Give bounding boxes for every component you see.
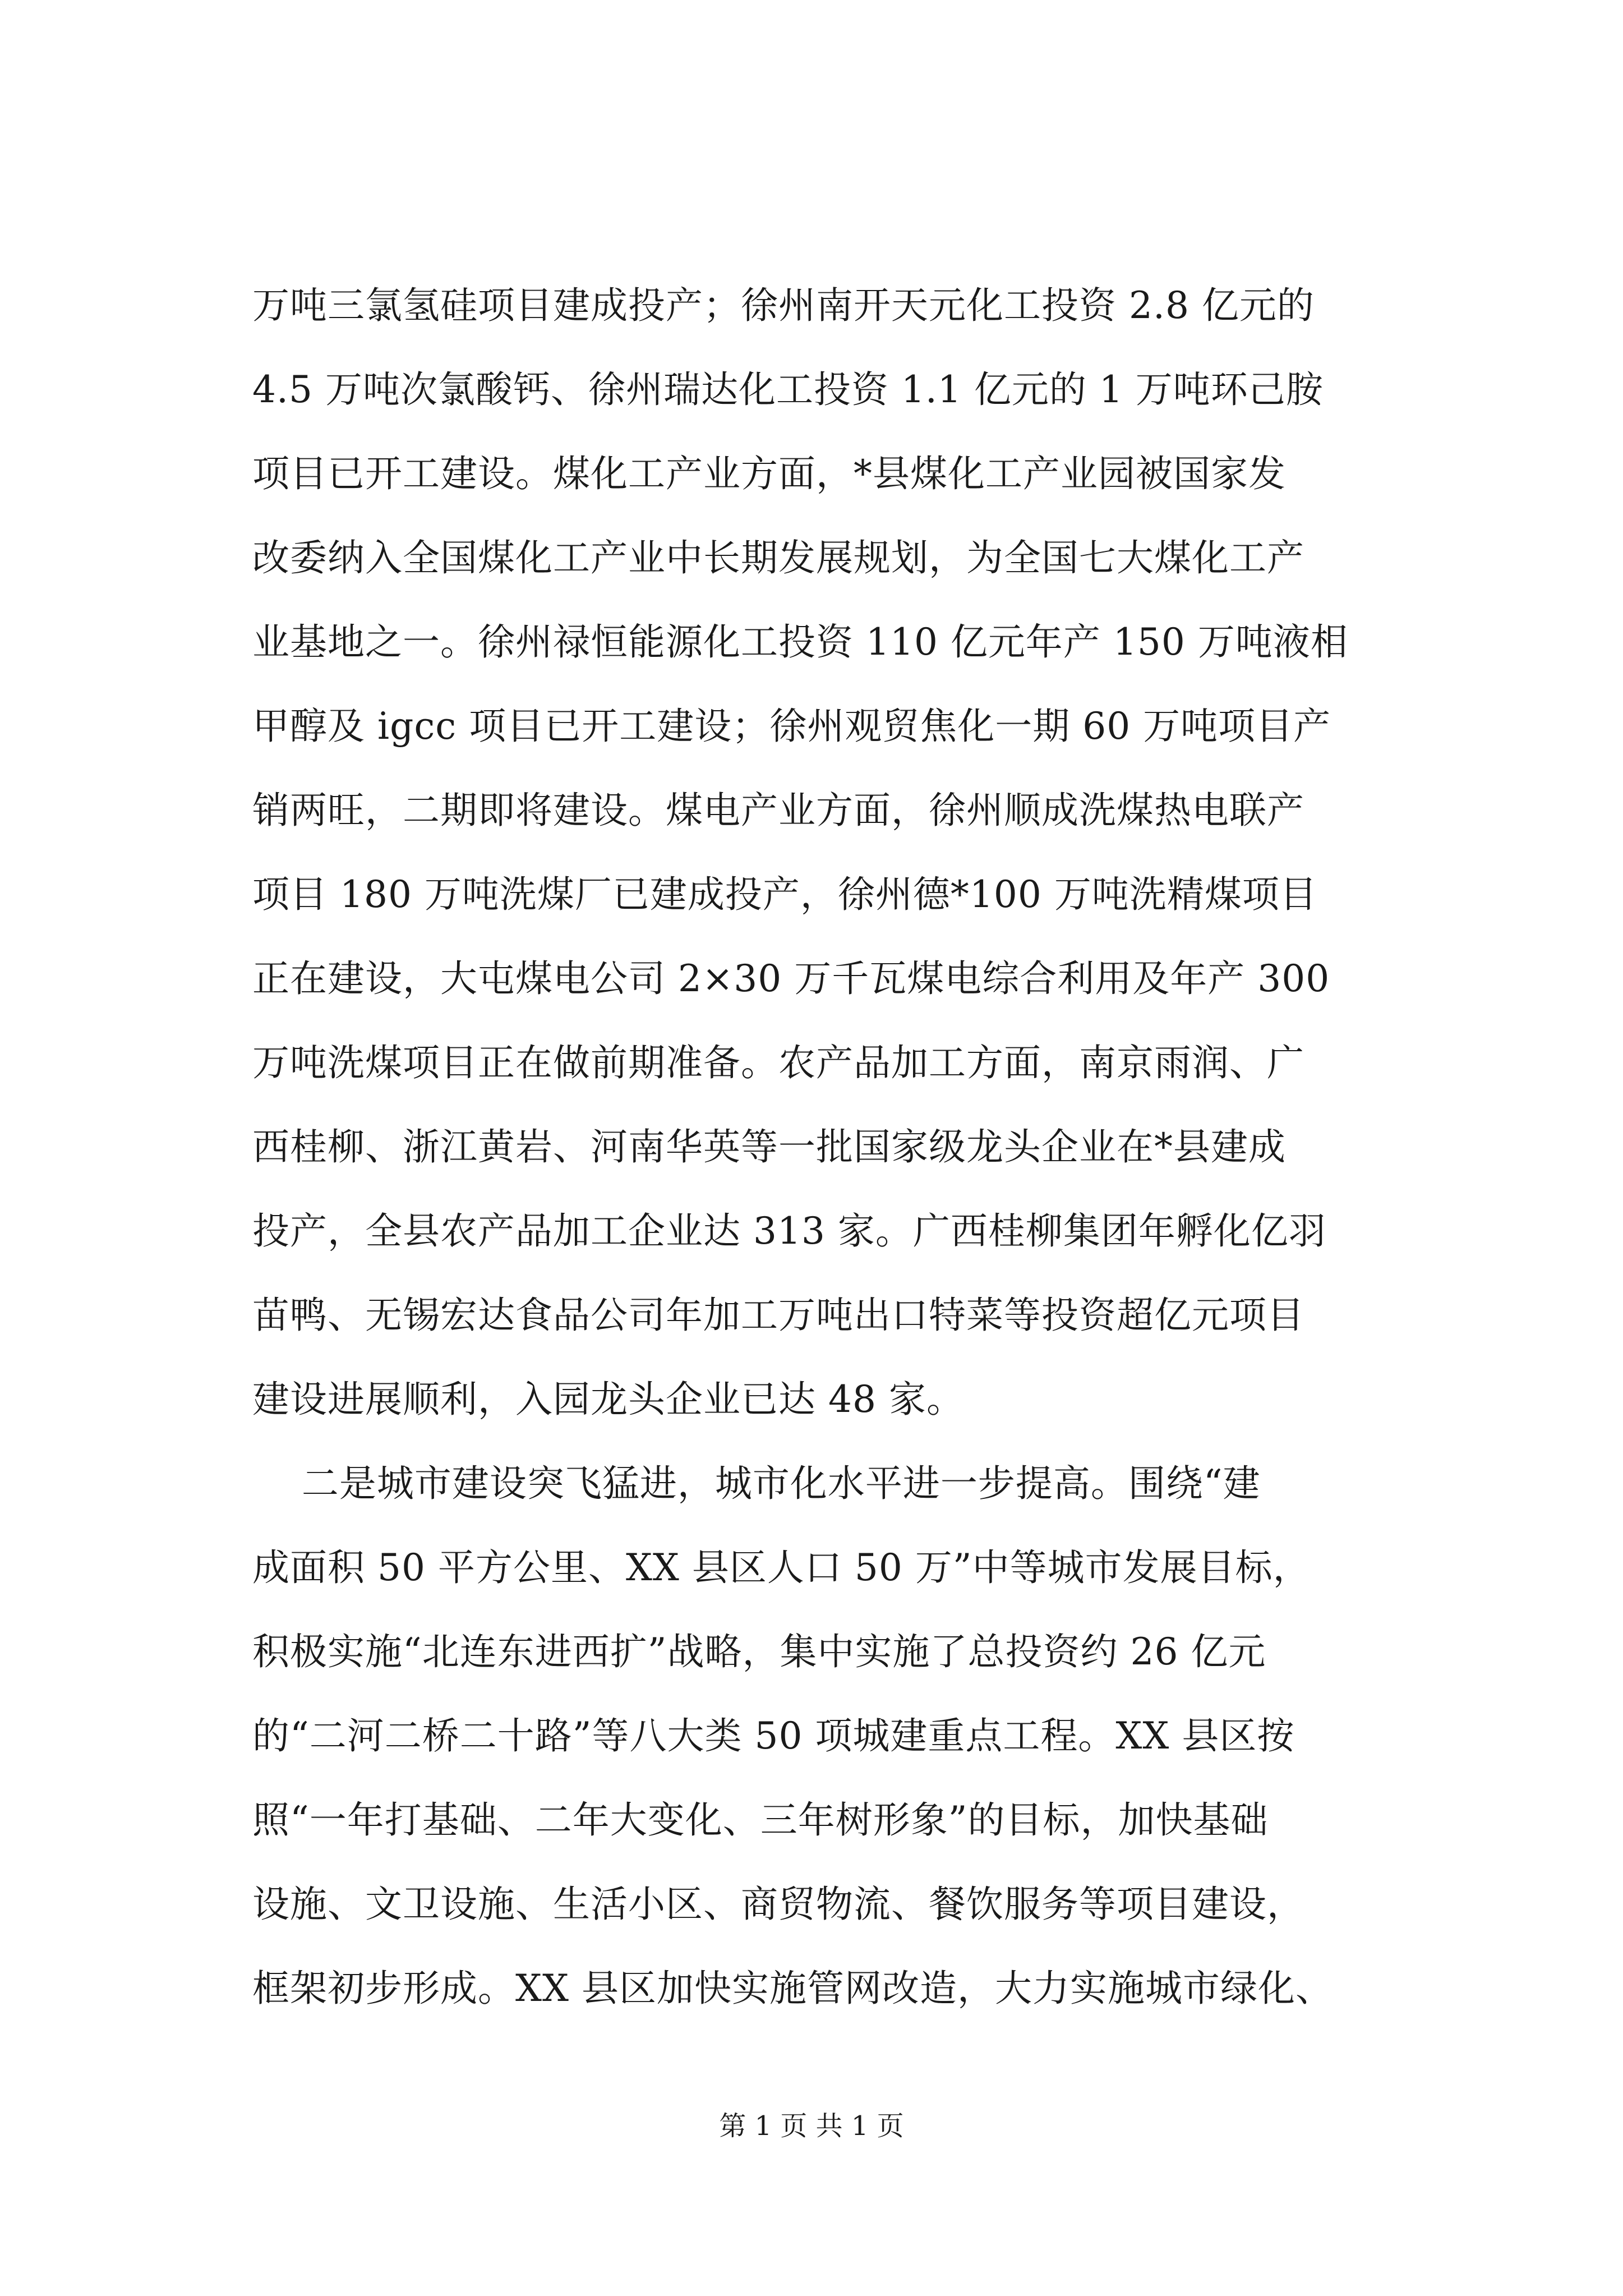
text-line: 正在建设，大屯煤电公司 2×30 万千瓦煤电综合利用及年产 300 — [252, 957, 1330, 1000]
text-line: 万吨洗煤项目正在做前期准备。农产品加工方面，南京雨润、广 — [252, 1041, 1304, 1084]
text-line: 4.5 万吨次氯酸钙、徐州瑞达化工投资 1.1 亿元的 1 万吨环己胺 — [252, 368, 1324, 411]
text-line: 销两旺，二期即将建设。煤电产业方面，徐州顺成洗煤热电联产 — [252, 789, 1304, 832]
text-line: 照“一年打基础、二年大变化、三年树形象”的目标，加快基础 — [252, 1798, 1269, 1842]
text-line: 改委纳入全国煤化工产业中长期发展规划，为全国七大煤化工产 — [252, 536, 1304, 579]
text-line: 苗鸭、无锡宏达食品公司年加工万吨出口特菜等投资超亿元项目 — [252, 1294, 1304, 1337]
page-footer — [0, 2109, 1623, 2143]
text-line: 西桂柳、浙江黄岩、河南华英等一批国家级龙头企业在*县建成 — [252, 1125, 1286, 1168]
text-line: 的“二河二桥二十路”等八大类 50 项城建重点工程。XX 县区按 — [252, 1714, 1295, 1757]
text-line: 设施、文卫设施、生活小区、商贸物流、餐饮服务等项目建设， — [252, 1883, 1304, 1926]
text-line: 甲醇及 igcc 项目已开工建设；徐州观贸焦化一期 60 万吨项目产 — [252, 705, 1331, 748]
text-line: 投产，全县农产品加工企业达 313 家。广西桂柳集团年孵化亿羽 — [252, 1209, 1326, 1253]
text-line: 积极实施“北连东进西扩”战略，集中实施了总投资约 26 亿元 — [252, 1630, 1266, 1673]
text-line: 二是城市建设突飞猛进，城市化水平进一步提高。围绕“建 — [252, 1462, 1261, 1505]
text-line: 建设进展顺利，入园龙头企业已达 48 家。 — [252, 1378, 964, 1421]
text-line: 业基地之一。徐州禄恒能源化工投资 110 亿元年产 150 万吨液相 — [252, 620, 1348, 664]
text-line: 成面积 50 平方公里、XX 县区人口 50 万”中等城市发展目标， — [252, 1546, 1311, 1589]
text-line: 框架初步形成。XX 县区加快实施管网改造，大力实施城市绿化、 — [252, 1967, 1333, 2010]
text-line: 项目 180 万吨洗煤厂已建成投产，徐州德*100 万吨洗精煤项目 — [252, 873, 1317, 916]
text-line: 万吨三氯氢硅项目建成投产；徐州南开天元化工投资 2.8 亿元的 — [252, 284, 1315, 327]
page-number: 第 1 页 共 1 页 — [719, 2110, 904, 2142]
body-text — [252, 264, 1413, 2031]
text-line: 项目已开工建设。煤化工产业方面，*县煤化工产业园被国家发 — [252, 452, 1286, 495]
